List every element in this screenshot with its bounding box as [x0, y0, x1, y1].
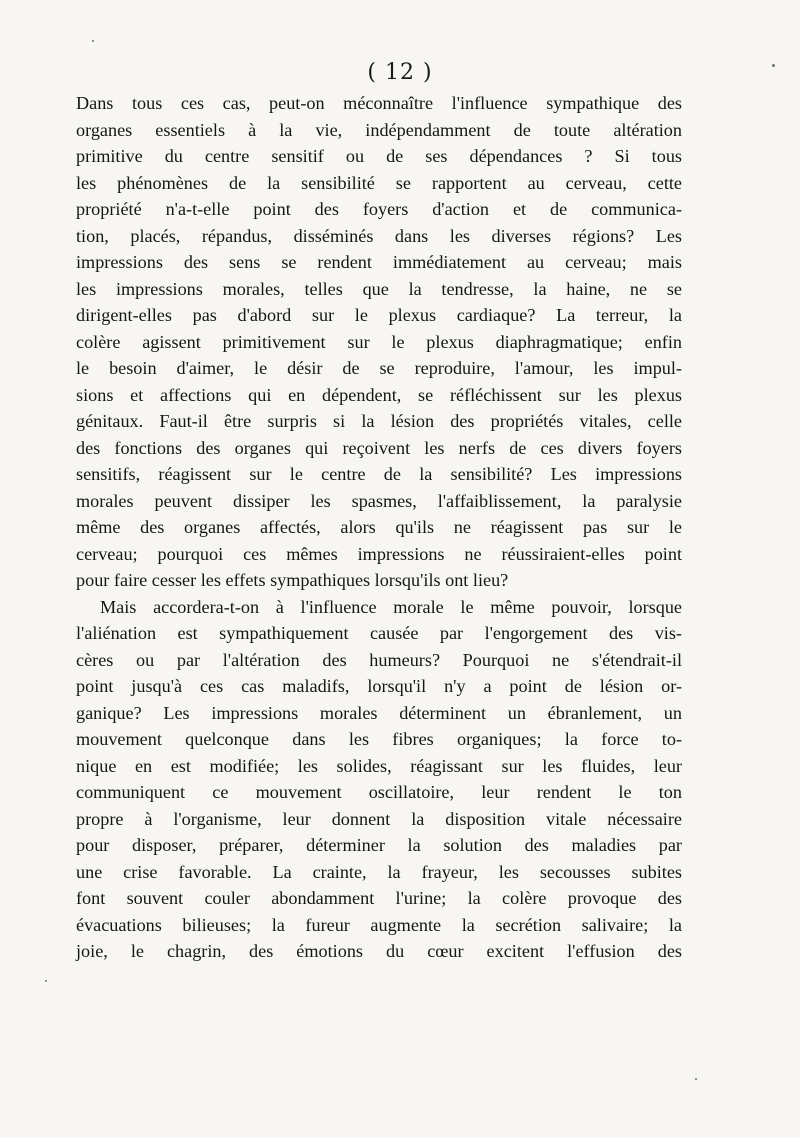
- text-line: même des organes affectés, alors qu'ils ne réagissent pas sur le: [76, 517, 682, 537]
- text-line: primitive du centre sensitif ou de ses dépendances ? Si tous: [76, 146, 682, 166]
- text-line: des fonctions des organes qui reçoivent les nerfs de ces divers foyers: [76, 437, 682, 458]
- page-number: ( 12 ): [367, 60, 433, 85]
- text-line: pour faire cesser les effets sympathiques lorsqu'ils ont lieu?: [76, 570, 509, 590]
- paper-speck: [45, 980, 47, 982]
- text-line: morales peuvent dissiper les spasmes, l'affaiblissement, la paralysie: [76, 490, 682, 511]
- paragraph: [76, 594, 682, 965]
- text-line: propriété n'a-t-elle point des foyers d'action et de communica-: [76, 199, 682, 219]
- text-line: Dans tous ces cas, peut-on méconnaître l'influence sympathique des: [76, 93, 682, 113]
- paper-speck: [772, 64, 775, 67]
- text-line: colère agissent primitivement sur le plexus diaphragmatique; enfin: [76, 331, 682, 352]
- paper-speck: [92, 40, 94, 42]
- text-line: impressions des sens se rendent immédiatement au cerveau; mais: [76, 252, 682, 272]
- text-line: Mais accordera-t-on à l'influence morale le même pouvoir, lorsque: [100, 596, 682, 617]
- text-line: l'aliénation est sympathiquement causée par l'engorgement des vis-: [76, 623, 682, 643]
- text-line: pour disposer, préparer, déterminer la solution des maladies par: [76, 835, 682, 855]
- text-line: font souvent couler abondamment l'urine; la colère provoque des: [76, 888, 682, 908]
- body-text: [76, 90, 682, 965]
- text-line: propre à l'organisme, leur donnent la disposition vitale nécessaire: [76, 808, 682, 829]
- text-line: cères ou par l'altération des humeurs? Pourquoi ne s'étendrait-il: [76, 649, 682, 670]
- text-line: point jusqu'à ces cas maladifs, lorsqu'il n'y a point de lésion or-: [76, 676, 682, 696]
- text-line: dirigent-elles pas d'abord sur le plexus cardiaque? La terreur, la: [76, 305, 682, 325]
- text-line: joie, le chagrin, des émotions du cœur excitent l'effusion des: [76, 941, 682, 961]
- text-line: ganique? Les impressions morales déterminent un ébranlement, un: [76, 702, 682, 723]
- text-line: communiquent ce mouvement oscillatoire, leur rendent le ton: [76, 782, 682, 802]
- text-line: sions et affections qui en dépendent, se réfléchissent sur les plexus: [76, 384, 682, 405]
- paragraph: [76, 90, 682, 594]
- text-line: le besoin d'aimer, le désir de se reproduire, l'amour, les impul-: [76, 358, 682, 378]
- text-line: tion, placés, répandus, disséminés dans les diverses régions? Les: [76, 225, 682, 246]
- text-line: sensitifs, réagissent sur le centre de la sensibilité? Les impressions: [76, 464, 682, 484]
- text-line: génitaux. Faut-il être surpris si la lésion des propriétés vitales, celle: [76, 411, 682, 431]
- paper-speck: [695, 1078, 697, 1080]
- text-line: les phénomènes de la sensibilité se rapportent au cerveau, cette: [76, 172, 682, 193]
- text-line: organes essentiels à la vie, indépendamment de toute altération: [76, 119, 682, 140]
- text-line: une crise favorable. La crainte, la frayeur, les secousses subites: [76, 861, 682, 882]
- text-line: évacuations bilieuses; la fureur augmente la secrétion salivaire; la: [76, 914, 682, 935]
- text-line: nique en est modifiée; les solides, réagissant sur les fluides, leur: [76, 755, 682, 776]
- text-line: mouvement quelconque dans les fibres organiques; la force to-: [76, 729, 682, 749]
- text-line: cerveau; pourquoi ces mêmes impressions ne réussiraient-elles point: [76, 543, 682, 564]
- text-line: les impressions morales, telles que la tendresse, la haine, ne se: [76, 278, 682, 299]
